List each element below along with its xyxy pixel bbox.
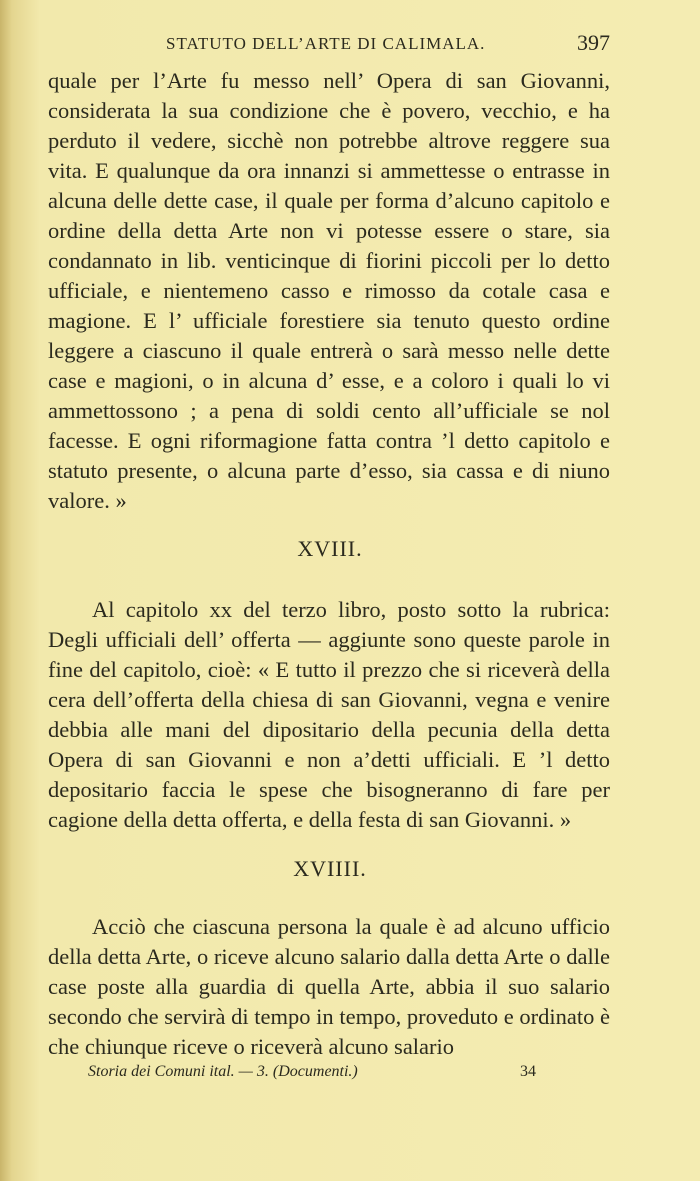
page-header xyxy=(48,30,610,60)
section-heading-xviii: XVIII. xyxy=(297,536,363,561)
section-heading-xviiii: XVIIII. xyxy=(293,856,367,881)
running-title: STATUTO DELL’ARTE DI CALIMALA. xyxy=(166,34,486,53)
paragraph-2: Al capitolo xx del terzo libro, posto sotto la rubrica: Degli ufficiali dell’ offerta — aggiunte sono queste parole in fine del capitolo, cioè: « E tutto il prezzo che si riceverà della cera dell’offerta della chiesa di san Giovanni, vegna e venire debbia alle mani del dipositario della pecunia della detta Opera di san Giovanni e non a’detti ufficiali. E ’l detto depositario faccia le spese che bisogneranno di fare per cagione della detta offerta, e della festa di san Giovanni. » xyxy=(48,597,610,832)
paragraph-1: quale per l’Arte fu messo nell’ Opera di san Giovanni, considerata la sua condizione che è povero, vecchio, e ha perduto il vedere, sicchè non potrebbe altrove reggere sua vita. E qualunque da ora innanzi si ammettesse o entrasse in alcuna delle dette case, il quale per forma d’alcuno capitolo e ordine della detta Arte non vi potesse essere o stare, sia condannato in lib. venticinque di fiorini piccoli per lo detto ufficiale, e nientemeno casso e rimosso da cotale casa e magione. E l’ ufficiale forestiere sia tenuto questo ordine leggere a ciascuno il quale entrerà o sarà messo nelle dette case e magioni, o in alcuna d’ esse, e a coloro i quali lo vi ammettossono ; a pena di soldi cento all’ufficiale se nol facesse. E ogni riformagione fatta contra ’l detto capitolo e statuto presente, o alcuna parte d’esso, sia cassa e di niuno valore. » xyxy=(48,68,610,513)
footer-citation: Storia dei Comuni ital. — 3. (Documenti.) xyxy=(88,1063,358,1080)
footer-signature: 34 xyxy=(520,1063,536,1080)
paragraph-3: Acciò che ciascuna persona la quale è ad alcuno ufficio della detta Arte, o riceve alcuno salario dalla detta Arte o dalle case poste alla guardia di quella Arte, abbia il suo salario secondo che servirà di tempo in tempo, proveduto e ordinato è che chiunque riceve o riceverà alcuno salario xyxy=(48,914,610,1059)
page-number: 397 xyxy=(577,30,610,55)
